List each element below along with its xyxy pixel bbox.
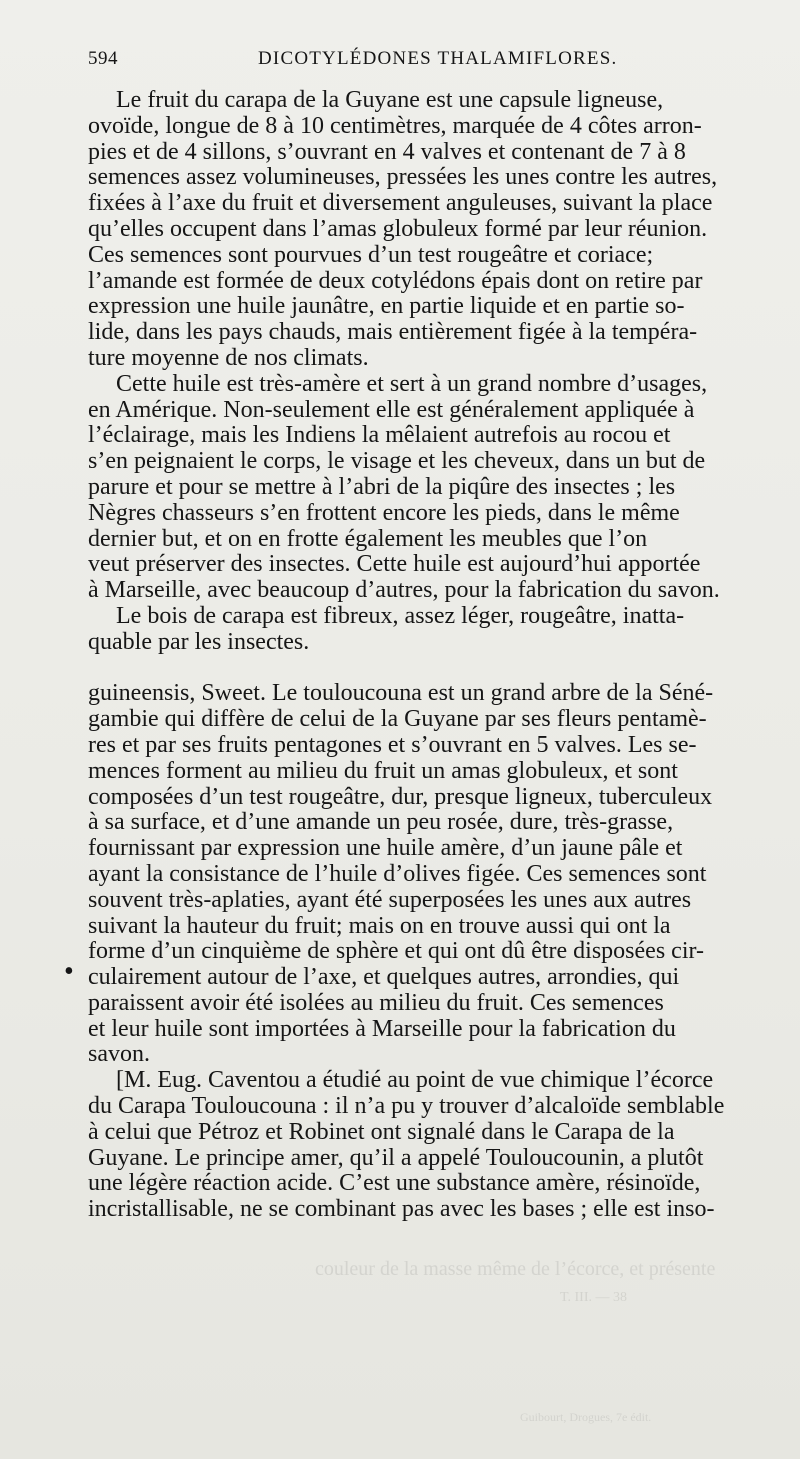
paragraph-4-line: composées d’un test rougeâtre, dur, presque ligneux, tuberculeux [88,784,713,810]
bleedthrough-text: couleur de la masse même de l’écorce, et présente [315,1258,716,1280]
paragraph-4-line: à sa surface, et d’une amande un peu rosée, dure, très-grasse, [88,810,674,836]
touloucouna-heading-line [88,656,783,682]
page-number: 594 [88,48,118,69]
paragraph-4-line: forme d’un cinquième de sphère et qui ont dû être disposées cir- [88,939,704,965]
paragraph-2-line: dernier but, et on en frotte également les meubles que l’on [88,526,648,552]
paragraph-4-line: savon. [88,1042,150,1068]
margin-mark: • [64,956,74,987]
paragraph-5-line: à celui que Pétroz et Robinet ont signalé dans le Carapa de la [88,1119,675,1145]
running-title: DICOTYLÉDONES THALAMIFLORES. [258,48,618,69]
paragraph-4-line: mences forment au milieu du fruit un amas globuleux, et sont [88,758,678,784]
bleedthrough-text: Guibourt, Drogues, 7e édit. [520,1410,652,1424]
paragraph-5-line: [M. Eug. Caventou a étudié au point de vue chimique l’écorce [116,1068,714,1094]
paragraph-2-line: s’en peignaient le corps, le visage et les cheveux, dans un but de [88,449,706,475]
main-text [88,88,783,1223]
paragraph-1-line: ture moyenne de nos climats. [88,345,369,371]
paragraph-5-line: Guyane. Le principe amer, qu’il a appelé Touloucounin, a plutôt [88,1145,704,1171]
paragraph-1-line: lide, dans les pays chauds, mais entièrement figée à la tempéra- [88,320,698,346]
paragraph-1-line: semences assez volumineuses, pressées les unes contre les autres, [88,165,718,191]
bleedthrough-text: T. III. — 38 [560,1290,627,1305]
paragraph-2-line: en Amérique. Non-seulement elle est généralement appliquée à [88,397,695,423]
paragraph-5-line: incristallisable, ne se combinant pas avec les bases ; elle est inso- [88,1197,715,1223]
paragraph-4-line: culairement autour de l’axe, et quelques autres, arrondies, qui [88,965,680,991]
paragraph-4-line: ayant la consistance de l’huile d’olives figée. Ces semences sont [88,861,707,887]
paragraph-4-line: res et par ses fruits pentagones et s’ouvrant en 5 valves. Les se- [88,732,697,758]
paragraph-3-line: Le bois de carapa est fibreux, assez léger, rougeâtre, inatta- [116,603,685,629]
paragraph-1-line: fixées à l’axe du fruit et diversement anguleuses, suivant la place [88,191,713,217]
paragraph-4-line: paraissent avoir été isolées au milieu du fruit. Ces semences [88,990,664,1016]
paragraph-4-line: souvent très-aplaties, ayant été superposées les unes aux autres [88,887,692,913]
paragraph-4-line: suivant la hauteur du fruit; mais on en trouve aussi qui ont la [88,913,671,939]
page-header [88,48,778,78]
paragraph-4-line: et leur huile sont importées à Marseille pour la fabrication du [88,1016,676,1042]
paragraph-1-line: Le fruit du carapa de la Guyane est une capsule ligneuse, [116,88,664,113]
paragraph-2-line: parure et pour se mettre à l’abri de la piqûre des insectes ; les [88,474,676,500]
paragraph-4-line: guineensis, Sweet. Le touloucouna est un grand arbre de la Séné- [88,681,714,707]
paragraph-4-line: gambie qui diffère de celui de la Guyane par ses fleurs pentamè- [88,707,707,733]
paragraph-2-line: à Marseille, avec beaucoup d’autres, pour la fabrication du savon. [88,578,720,604]
paragraph-1-line: l’amande est formée de deux cotylédons épais dont on retire par [88,268,703,294]
paragraph-2-line: Nègres chasseurs s’en frottent encore les pieds, dans le même [88,500,680,526]
paragraph-5-line: une légère réaction acide. C’est une substance amère, résinoïde, [88,1171,701,1197]
paragraph-1-line: expression une huile jaunâtre, en partie liquide et en partie so- [88,294,685,320]
paragraph-1-line: Ces semences sont pourvues d’un test rougeâtre et coriace; [88,242,654,268]
paragraph-2-line: veut préserver des insectes. Cette huile est aujourd’hui apportée [88,552,701,578]
paragraph-1-line: pies et de 4 sillons, s’ouvrant en 4 valves et contenant de 7 à 8 [88,139,686,165]
paragraph-2-line: l’éclairage, mais les Indiens la mêlaient autrefois au rocou et [88,423,671,449]
paragraph-2-line: Cette huile est très-amère et sert à un grand nombre d’usages, [116,371,708,397]
paragraph-4-line: fournissant par expression une huile amère, d’un jaune pâle et [88,836,683,862]
paragraph-1-line: ovoïde, longue de 8 à 10 centimètres, marquée de 4 côtes arron- [88,113,702,139]
paragraph-5-line: du Carapa Touloucouna : il n’a pu y trouver d’alcaloïde semblable [88,1094,725,1120]
paragraph-3-line: quable par les insectes. [88,629,310,655]
paragraph-1-line: qu’elles occupent dans l’amas globuleux formé par leur réunion. [88,216,708,242]
